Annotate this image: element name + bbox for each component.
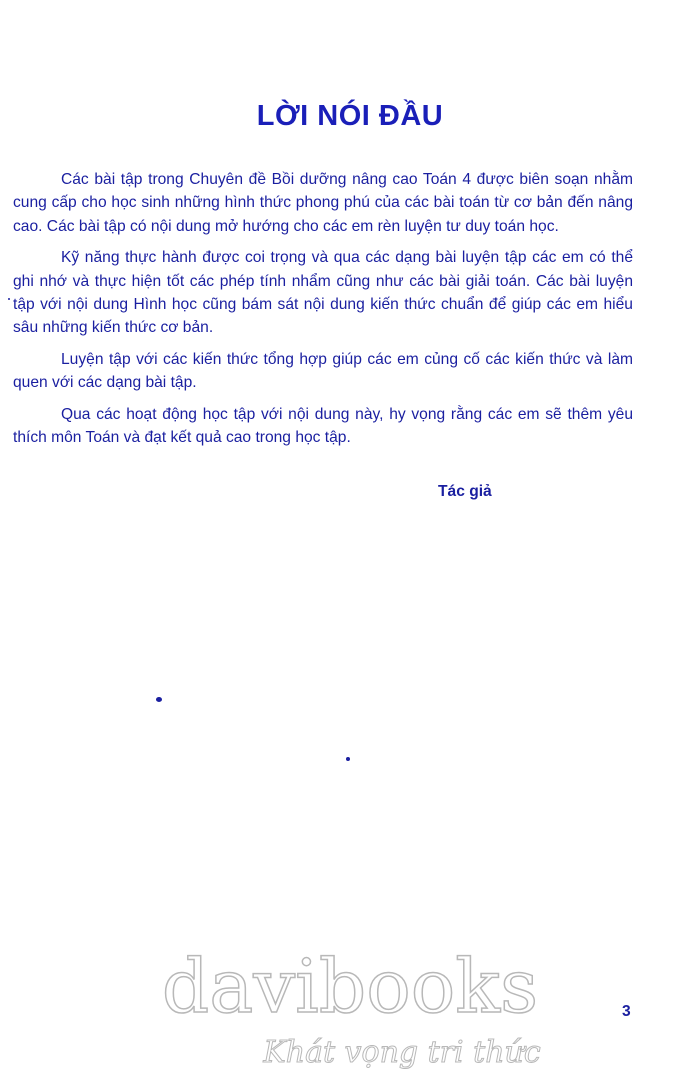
paragraph-3: Luyện tập với các kiến thức tổng hợp giúp các em củng cố các kiến thức và làm quen với các dạng bài tập. <box>13 350 633 392</box>
ink-speck <box>8 298 10 300</box>
page-number: 3 <box>622 1003 631 1020</box>
davibooks-watermark-logo <box>0 940 700 1070</box>
ink-speck <box>156 697 162 702</box>
paragraph-4: Qua các hoạt động học tập với nội dung này, hy vọng rằng các em sẽ thêm yêu thích môn Toán và đạt kết quả cao trong học tập. <box>13 405 633 447</box>
preface-body <box>13 168 633 457</box>
watermark-slogan: Khát vọng tri thức <box>263 1035 541 1070</box>
author-signature: Tác giả <box>438 483 492 500</box>
ink-speck <box>346 757 350 761</box>
page-title: LỜI NÓI ĐẦU <box>256 100 444 132</box>
watermark-brand: davibooks <box>161 944 539 1030</box>
paragraph-2: Kỹ năng thực hành được coi trọng và qua các dạng bài luyện tập các em có thể ghi nhớ và thực hiện tốt các phép tính nhẩm cũng như các bài giải toán. Các bài luyện tập với nội dung Hình học cũng bám sát nội dung kiến thức chuẩn để giúp các em hiểu sâu những kiến thức cơ bản. <box>13 249 633 337</box>
paragraph-1: Các bài tập trong Chuyên đề Bồi dưỡng nâng cao Toán 4 được biên soạn nhằm cung cấp cho học sinh những hình thức phong phú của các bài toán từ cơ bản đến nâng cao. Các bài tập có nội dung mở hướng cho các em rèn luyện tư duy toán học. <box>13 171 633 235</box>
